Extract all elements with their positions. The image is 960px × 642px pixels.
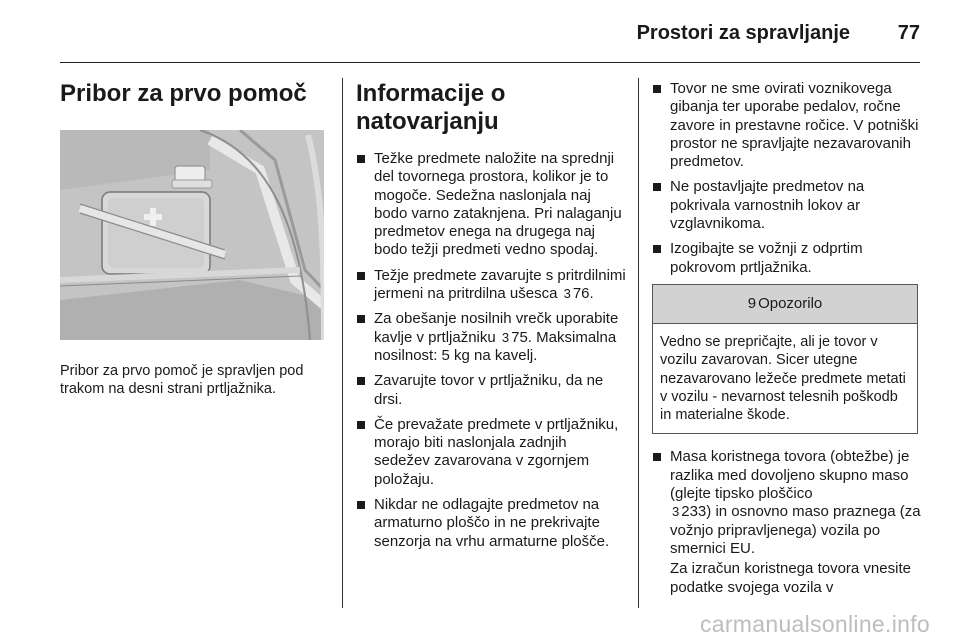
bullet-text: Težje predmete zavarujte s pritrdilnimi jermeni na pritrdilna ušesca xyxy=(374,266,626,303)
column-first-aid xyxy=(60,80,328,398)
continued-bullets xyxy=(652,80,924,277)
loading-bullets xyxy=(356,150,626,551)
list-item xyxy=(356,416,626,489)
list-item xyxy=(356,310,626,365)
bullet-square-icon xyxy=(653,453,661,461)
bullet-square-icon xyxy=(653,85,661,93)
list-item xyxy=(652,178,924,233)
trunk-illustration-svg xyxy=(60,130,324,340)
bullet-square-icon xyxy=(357,377,365,385)
warning-body: Vedno se prepričajte, ali je tovor v vozilu zavarovan. Sicer utegne nezavarovano ležeče predmete metati v vozilu - nevarnost telesnih poškodb in materialne škode. xyxy=(660,333,906,424)
warning-title: Opozorilo xyxy=(758,294,823,312)
list-item xyxy=(356,150,626,260)
bullet-square-icon xyxy=(357,155,365,163)
sub-paragraph: Za izračun koristnega tovora vnesite podatke svojega vozila v xyxy=(670,560,911,596)
bullet-square-icon xyxy=(357,315,365,323)
list-item xyxy=(356,372,626,409)
bullet-square-icon xyxy=(357,501,365,509)
warning-box xyxy=(652,284,918,434)
running-header-title: Prostori za spravljanje xyxy=(636,22,850,44)
bullet-text: Težke predmete naložite na sprednji del tovornega prostora, kolikor je to mogoče. Sedežna naslonjala naj bodo varno zataknjena. Pri nalaganju predmetov enega na drugega naj bodo težji predmeti vedno spodaj. xyxy=(374,150,622,259)
bullet-text: Zavarujte tovor v prtljažniku, da ne drsi. xyxy=(374,372,604,408)
list-item xyxy=(652,448,924,596)
column-divider-1 xyxy=(342,78,343,608)
page-reference-link[interactable]: 76. xyxy=(572,285,594,303)
bullet-text-continued: in osnovno maso praznega (za vožnjo pripravljenega) vozila po smernici EU. xyxy=(670,503,921,557)
bullet-text: Tovor ne sme ovirati voznikovega gibanja ter uporabe pedalov, ročne zavore in prestavne ročice. V potniški prostor ne spravljajte nezavarovanih predmetov. xyxy=(670,80,919,171)
page-reference-icon: 3 xyxy=(672,504,680,520)
column-divider-2 xyxy=(638,78,639,608)
warning-triangle-icon: 9 xyxy=(747,294,757,312)
bullet-text: Nikdar ne odlagajte predmetov na armaturno ploščo in ne prekrivajte senzorja na vrhu armaturne plošče. xyxy=(374,496,610,550)
page-reference-link[interactable]: 75. xyxy=(511,328,532,346)
page-reference-link[interactable]: 233) xyxy=(681,503,712,521)
list-item xyxy=(356,267,626,304)
list-item xyxy=(652,80,924,171)
page-reference-icon: 3 xyxy=(563,286,571,302)
bullet-square-icon xyxy=(653,245,661,253)
section-title-line1: Informacije o xyxy=(356,80,506,107)
page-reference-icon: 3 xyxy=(501,329,510,345)
bullet-square-icon xyxy=(653,183,661,191)
bullet-text: Če prevažate predmete v prtljažniku, morajo biti naslonjala zadnjih sedežev zavarovana v zgornjem položaju. xyxy=(374,415,619,488)
bullet-square-icon xyxy=(357,272,365,280)
page-number: 77 xyxy=(897,22,920,44)
section-title-line2: natovarjanju xyxy=(356,108,499,135)
bullet-text: Masa koristnega tovora (obtežbe) je razlika med dovoljeno skupno maso (glejte tipsko ploščico xyxy=(670,448,910,503)
warning-header xyxy=(653,285,917,324)
column-continued xyxy=(652,80,924,604)
column-loading-info xyxy=(356,80,626,558)
mass-bullets xyxy=(652,448,924,596)
bullet-text: Za obešanje nosilnih vrečk uporabite kavlje v prtljažniku xyxy=(374,310,619,346)
list-item xyxy=(652,240,924,277)
bullet-text: Izogibajte se vožnji z odprtim pokrovom prtljažnika. xyxy=(670,240,863,276)
watermark-text: carmanualsonline.info xyxy=(699,611,930,637)
bullet-square-icon xyxy=(357,421,365,429)
first-aid-caption: Pribor za prvo pomoč je spravljen pod trakom na desni strani prtljažnika. xyxy=(60,363,304,397)
first-aid-kit-illustration xyxy=(60,130,324,340)
bullet-text: Ne postavljajte predmetov na pokrivala varnostnih lokov ar vzglavnikoma. xyxy=(670,178,865,233)
list-item xyxy=(356,496,626,551)
section-title-loading-info xyxy=(356,80,626,136)
section-title-first-aid: Pribor za prvo pomoč xyxy=(60,80,307,107)
bullet-text-continued: Maksimalna nosilnost: 5 kg na kavelj. xyxy=(374,328,617,364)
header-rule xyxy=(60,62,920,63)
